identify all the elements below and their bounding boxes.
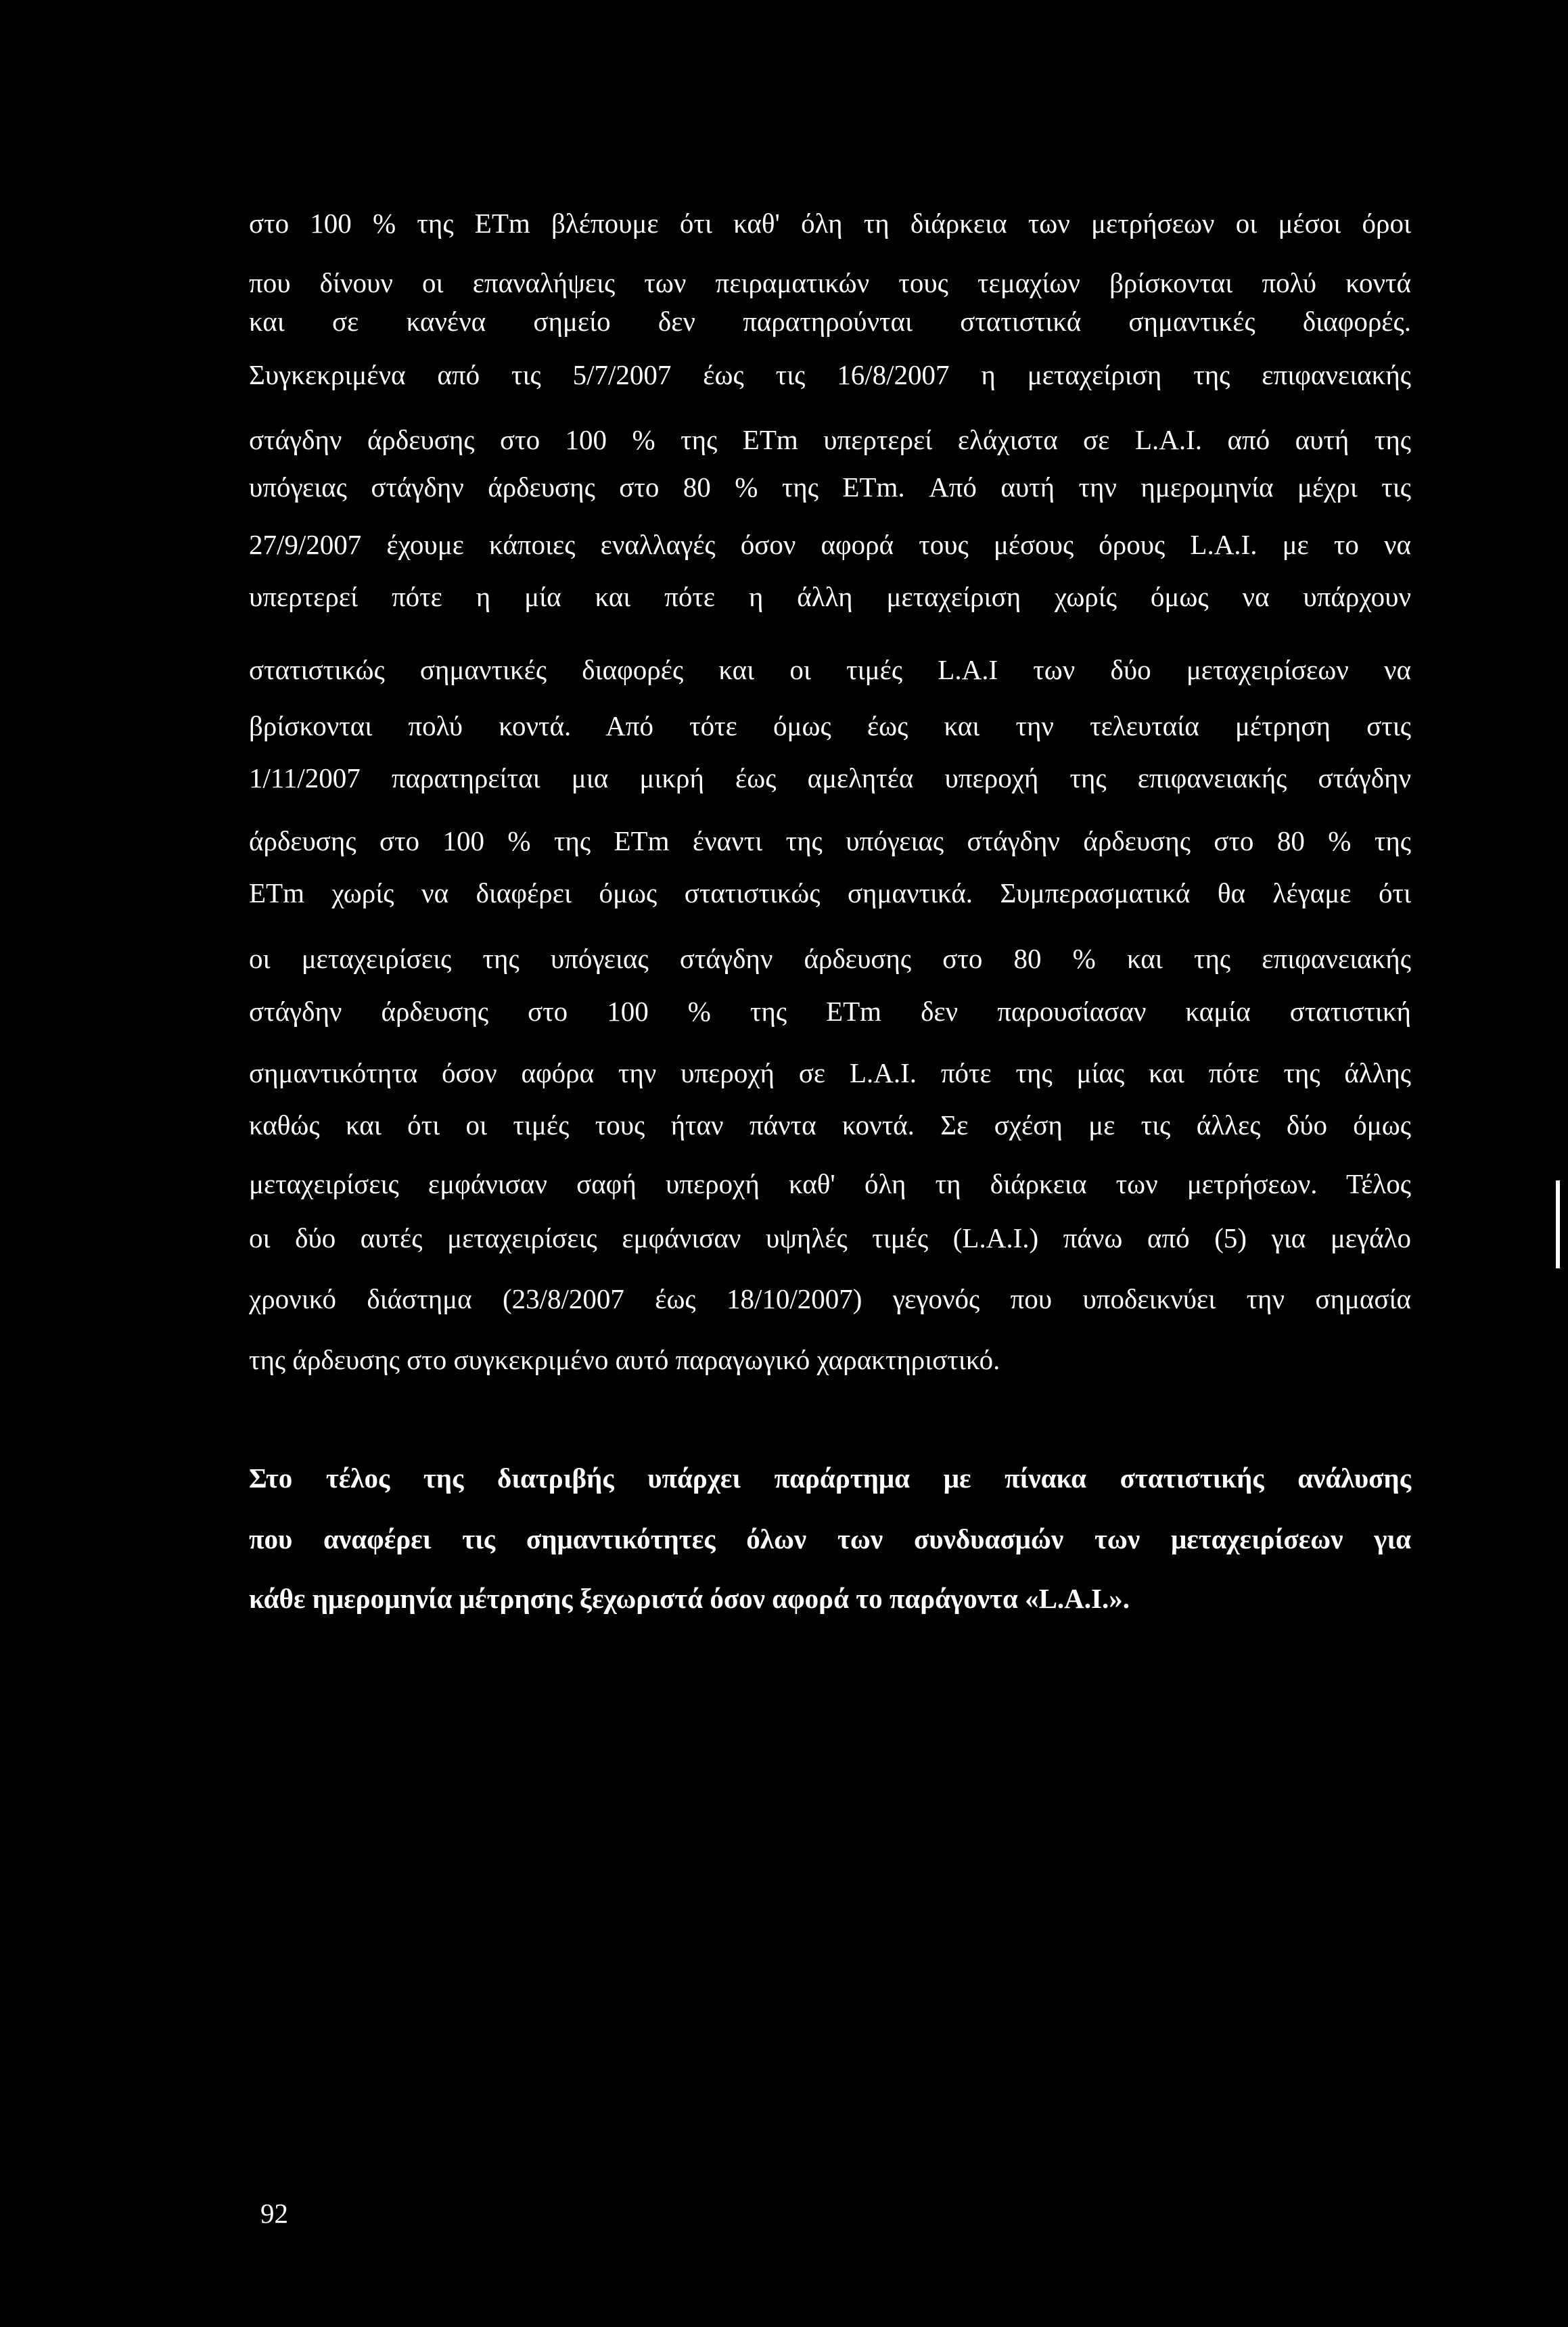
body-line-8: υπερτερεί πότε η μία και πότε η άλλη μεταχείριση χωρίς όμως να υπάρχουν <box>249 581 1411 612</box>
body-line-4: Συγκεκριμένα από τις 5/7/2007 έως τις 16/8/2007 η μεταχείριση της επιφανειακής <box>249 359 1411 390</box>
note-line-3: κάθε ημερομηνία μέτρησης ξεχωριστά όσον αφορά το παράγοντα «L.A.I.». <box>249 1583 1130 1614</box>
body-line-13: ETm χωρίς να διαφέρει όμως στατιστικώς σημαντικά. Συμπερασματικά θα λέγαμε ότι <box>249 877 1411 908</box>
body-line-15: στάγδην άρδευσης στο 100 % της ETm δεν παρουσίασαν καμία στατιστική <box>249 996 1411 1027</box>
body-line-11: 1/11/2007 παρατηρείται μια μικρή έως αμελητέα υπεροχή της επιφανειακής στάγδην <box>249 762 1411 793</box>
note-line-2: που αναφέρει τις σημαντικότητες όλων των συνδυασμών των μεταχειρίσεων για <box>249 1523 1411 1554</box>
note-line-1: Στο τέλος της διατριβής υπάρχει παράρτημα με πίνακα στατιστικής ανάλυσης <box>249 1462 1411 1494</box>
body-line-14: οι μεταχειρίσεις της υπόγειας στάγδην άρδευσης στο 80 % και της επιφανειακής <box>249 943 1411 974</box>
body-line-18: μεταχειρίσεις εμφάνισαν σαφή υπεροχή καθ' όλη τη διάρκεια των μετρήσεων. Τέλος <box>249 1168 1411 1199</box>
body-line-10: βρίσκονται πολύ κοντά. Από τότε όμως έως και την τελευταία μέτρηση στις <box>249 710 1411 741</box>
body-line-6: υπόγειας στάγδην άρδευσης στο 80 % της ETm. Από αυτή την ημερομηνία μέχρι τις <box>249 471 1411 503</box>
body-line-17: καθώς και ότι οι τιμές τους ήταν πάντα κοντά. Σε σχέση με τις άλλες δύο όμως <box>249 1109 1411 1141</box>
body-line-21: της άρδευσης στο συγκεκριμένο αυτό παραγωγικό χαρακτηριστικό. <box>249 1344 1000 1375</box>
body-line-2: που δίνουν οι επαναλήψεις των πειραματικών τους τεμαχίων βρίσκονται πολύ κοντά <box>249 267 1411 298</box>
body-line-7: 27/9/2007 έχουμε κάποιες εναλλαγές όσον αφορά τους μέσους όρους L.A.I. με το να <box>249 529 1411 560</box>
body-line-5: στάγδην άρδευσης στο 100 % της ETm υπερτερεί ελάχιστα σε L.A.I. από αυτή της <box>249 424 1411 455</box>
body-line-19: οι δύο αυτές μεταχειρίσεις εμφάνισαν υψηλές τιμές (L.A.I.) πάνω από (5) για μεγάλο <box>249 1222 1411 1253</box>
body-line-9: στατιστικώς σημαντικές διαφορές και οι τιμές L.A.I των δύο μεταχειρίσεων να <box>249 654 1411 685</box>
body-line-20: χρονικό διάστημα (23/8/2007 έως 18/10/2007) γεγονός που υποδεικνύει την σημασία <box>249 1283 1411 1314</box>
page-number: 92 <box>260 2198 288 2229</box>
body-line-12: άρδευσης στο 100 % της ETm έναντι της υπόγειας στάγδην άρδευσης στο 80 % της <box>249 825 1411 856</box>
body-line-3: και σε κανένα σημείο δεν παρατηρούνται στατιστικά σημαντικές διαφορές. <box>249 306 1411 337</box>
body-line-16: σημαντικότητα όσον αφόρα την υπεροχή σε L.A.I. πότε της μίας και πότε της άλλης <box>249 1057 1411 1088</box>
right-margin-mark <box>1556 1180 1560 1268</box>
body-line-1: στο 100 % της ETm βλέπουμε ότι καθ' όλη τη διάρκεια των μετρήσεων οι μέσοι όροι <box>249 208 1411 239</box>
